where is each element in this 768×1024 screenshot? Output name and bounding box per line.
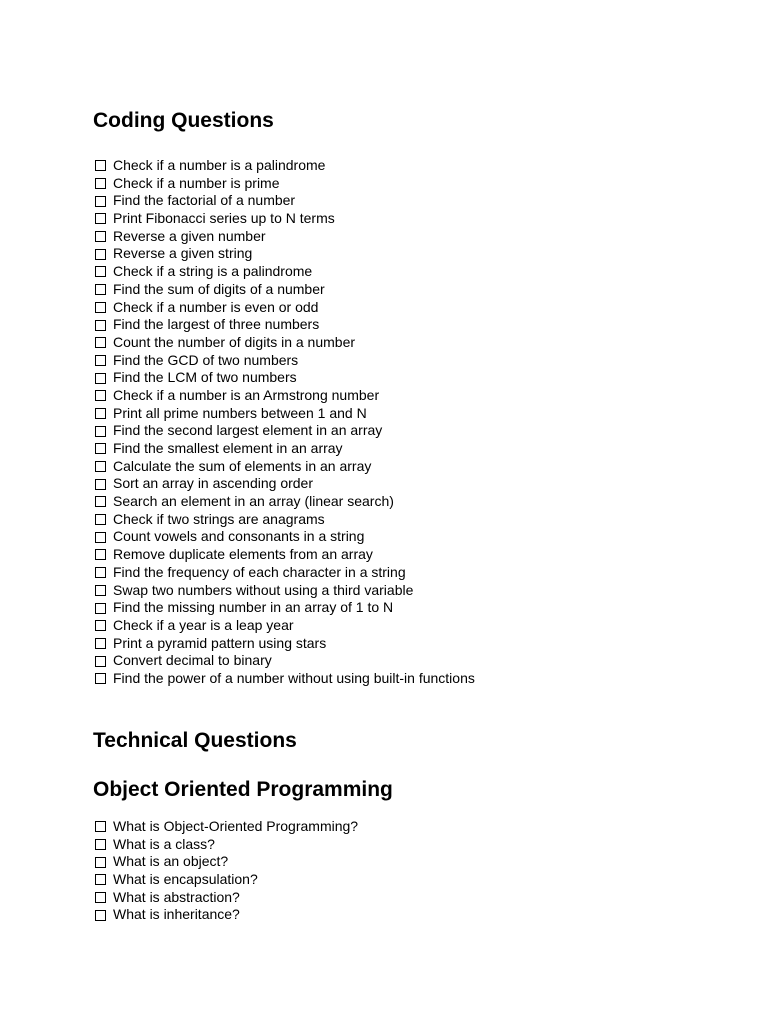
empty-checkbox-icon[interactable] bbox=[95, 178, 106, 189]
checklist-item-label: What is an object? bbox=[113, 853, 229, 870]
checklist-item bbox=[93, 405, 475, 423]
checklist-item-label: Reverse a given string bbox=[113, 245, 253, 262]
checklist-item bbox=[93, 582, 475, 600]
checklist-item-label: Check if a string is a palindrome bbox=[113, 263, 313, 280]
checklist-item-label: Print a pyramid pattern using stars bbox=[113, 634, 327, 651]
checklist-item bbox=[93, 853, 358, 871]
empty-checkbox-icon[interactable] bbox=[95, 479, 106, 490]
empty-checkbox-icon[interactable] bbox=[95, 532, 106, 543]
checklist-item-label: Check if two strings are anagrams bbox=[113, 510, 325, 527]
coding-questions-list bbox=[93, 157, 475, 688]
empty-checkbox-icon[interactable] bbox=[95, 426, 106, 437]
checklist-item bbox=[93, 281, 475, 299]
checklist-item bbox=[93, 652, 475, 670]
checklist-item-label: What is Object-Oriented Programming? bbox=[113, 818, 359, 834]
checklist-item bbox=[93, 564, 475, 582]
checklist-item bbox=[93, 546, 475, 564]
checklist-item bbox=[93, 475, 475, 493]
checklist-item-label: Find the power of a number without using built-in functions bbox=[113, 669, 475, 686]
checklist-item bbox=[93, 175, 475, 193]
empty-checkbox-icon[interactable] bbox=[95, 337, 106, 348]
checklist-item-label: What is abstraction? bbox=[113, 888, 240, 905]
checklist-item-label: Check if a year is a leap year bbox=[113, 616, 294, 633]
checklist-item bbox=[93, 245, 475, 263]
checklist-item-label: Find the sum of digits of a number bbox=[113, 280, 325, 297]
empty-checkbox-icon[interactable] bbox=[95, 638, 106, 649]
empty-checkbox-icon[interactable] bbox=[95, 249, 106, 260]
checklist-item-label: Convert decimal to binary bbox=[113, 652, 272, 669]
checklist-item-label: What is a class? bbox=[113, 835, 215, 852]
checklist-item bbox=[93, 493, 475, 511]
technical-questions-heading: Technical Questions bbox=[93, 729, 297, 752]
checklist-item bbox=[93, 599, 475, 617]
checklist-item bbox=[93, 352, 475, 370]
checklist-item bbox=[93, 635, 475, 653]
checklist-item bbox=[93, 228, 475, 246]
checklist-item-label: Find the largest of three numbers bbox=[113, 316, 320, 333]
checklist-item-label: Check if a number is an Armstrong number bbox=[113, 386, 380, 403]
empty-checkbox-icon[interactable] bbox=[95, 496, 106, 507]
empty-checkbox-icon[interactable] bbox=[95, 355, 106, 366]
empty-checkbox-icon[interactable] bbox=[95, 443, 106, 454]
checklist-item-label: What is encapsulation? bbox=[113, 871, 258, 888]
checklist-item-label: Swap two numbers without using a third variable bbox=[113, 581, 414, 598]
checklist-item-label: Calculate the sum of elements in an array bbox=[113, 457, 372, 474]
checklist-item bbox=[93, 818, 358, 836]
empty-checkbox-icon[interactable] bbox=[95, 549, 106, 560]
checklist-item bbox=[93, 458, 475, 476]
empty-checkbox-icon[interactable] bbox=[95, 266, 106, 277]
checklist-item bbox=[93, 836, 358, 854]
checklist-item bbox=[93, 210, 475, 228]
checklist-item-label: Find the GCD of two numbers bbox=[113, 351, 299, 368]
checklist-item bbox=[93, 889, 358, 907]
checklist-item-label: Find the factorial of a number bbox=[113, 192, 296, 209]
checklist-item bbox=[93, 871, 358, 889]
empty-checkbox-icon[interactable] bbox=[95, 284, 106, 295]
checklist-item-label: Sort an array in ascending order bbox=[113, 475, 313, 492]
checklist-item bbox=[93, 422, 475, 440]
checklist-item-label: What is inheritance? bbox=[113, 906, 240, 923]
empty-checkbox-icon[interactable] bbox=[95, 857, 106, 868]
empty-checkbox-icon[interactable] bbox=[95, 874, 106, 885]
empty-checkbox-icon[interactable] bbox=[95, 620, 106, 631]
checklist-item bbox=[93, 387, 475, 405]
checklist-item-label: Find the smallest element in an array bbox=[113, 440, 343, 456]
oop-heading: Object Oriented Programming bbox=[93, 778, 393, 801]
checklist-item-label: Check if a number is a palindrome bbox=[113, 157, 326, 173]
checklist-item-label: Print Fibonacci series up to N terms bbox=[113, 210, 335, 227]
empty-checkbox-icon[interactable] bbox=[95, 567, 106, 578]
checklist-item-label: Count the number of digits in a number bbox=[113, 333, 356, 350]
checklist-item-label: Check if a number is even or odd bbox=[113, 298, 319, 315]
empty-checkbox-icon[interactable] bbox=[95, 892, 106, 903]
checklist-item bbox=[93, 906, 358, 924]
empty-checkbox-icon[interactable] bbox=[95, 408, 106, 419]
empty-checkbox-icon[interactable] bbox=[95, 514, 106, 525]
checklist-item bbox=[93, 670, 475, 688]
empty-checkbox-icon[interactable] bbox=[95, 603, 106, 614]
checklist-item-label: Find the LCM of two numbers bbox=[113, 369, 297, 386]
empty-checkbox-icon[interactable] bbox=[95, 461, 106, 472]
checklist-item bbox=[93, 440, 475, 458]
empty-checkbox-icon[interactable] bbox=[95, 585, 106, 596]
checklist-item bbox=[93, 617, 475, 635]
checklist-item bbox=[93, 316, 475, 334]
checklist-item bbox=[93, 299, 475, 317]
checklist-item-label: Search an element in an array (linear search) bbox=[113, 493, 394, 510]
empty-checkbox-icon[interactable] bbox=[95, 320, 106, 331]
checklist-item bbox=[93, 369, 475, 387]
empty-checkbox-icon[interactable] bbox=[95, 821, 106, 832]
empty-checkbox-icon[interactable] bbox=[95, 910, 106, 921]
empty-checkbox-icon[interactable] bbox=[95, 390, 106, 401]
checklist-item-label: Find the missing number in an array of 1 to N bbox=[113, 599, 394, 616]
checklist-item-label: Find the frequency of each character in a string bbox=[113, 563, 406, 580]
checklist-item bbox=[93, 511, 475, 529]
empty-checkbox-icon[interactable] bbox=[95, 839, 106, 850]
checklist-item-label: Find the second largest element in an array bbox=[113, 422, 383, 439]
empty-checkbox-icon[interactable] bbox=[95, 213, 106, 224]
checklist-item-label: Remove duplicate elements from an array bbox=[113, 546, 373, 563]
coding-questions-heading: Coding Questions bbox=[93, 109, 274, 132]
checklist-item bbox=[93, 263, 475, 281]
oop-questions-list bbox=[93, 818, 358, 924]
empty-checkbox-icon[interactable] bbox=[95, 160, 106, 171]
empty-checkbox-icon[interactable] bbox=[95, 373, 106, 384]
checklist-item bbox=[93, 528, 475, 546]
checklist-item-label: Print all prime numbers between 1 and N bbox=[113, 404, 367, 421]
checklist-item-label: Check if a number is prime bbox=[113, 174, 280, 191]
empty-checkbox-icon[interactable] bbox=[95, 673, 106, 684]
checklist-item bbox=[93, 192, 475, 210]
empty-checkbox-icon[interactable] bbox=[95, 196, 106, 207]
checklist-item bbox=[93, 157, 475, 175]
empty-checkbox-icon[interactable] bbox=[95, 656, 106, 667]
checklist-item-label: Reverse a given number bbox=[113, 227, 266, 244]
checklist-item bbox=[93, 334, 475, 352]
empty-checkbox-icon[interactable] bbox=[95, 302, 106, 313]
checklist-item-label: Count vowels and consonants in a string bbox=[113, 528, 365, 545]
empty-checkbox-icon[interactable] bbox=[95, 231, 106, 242]
